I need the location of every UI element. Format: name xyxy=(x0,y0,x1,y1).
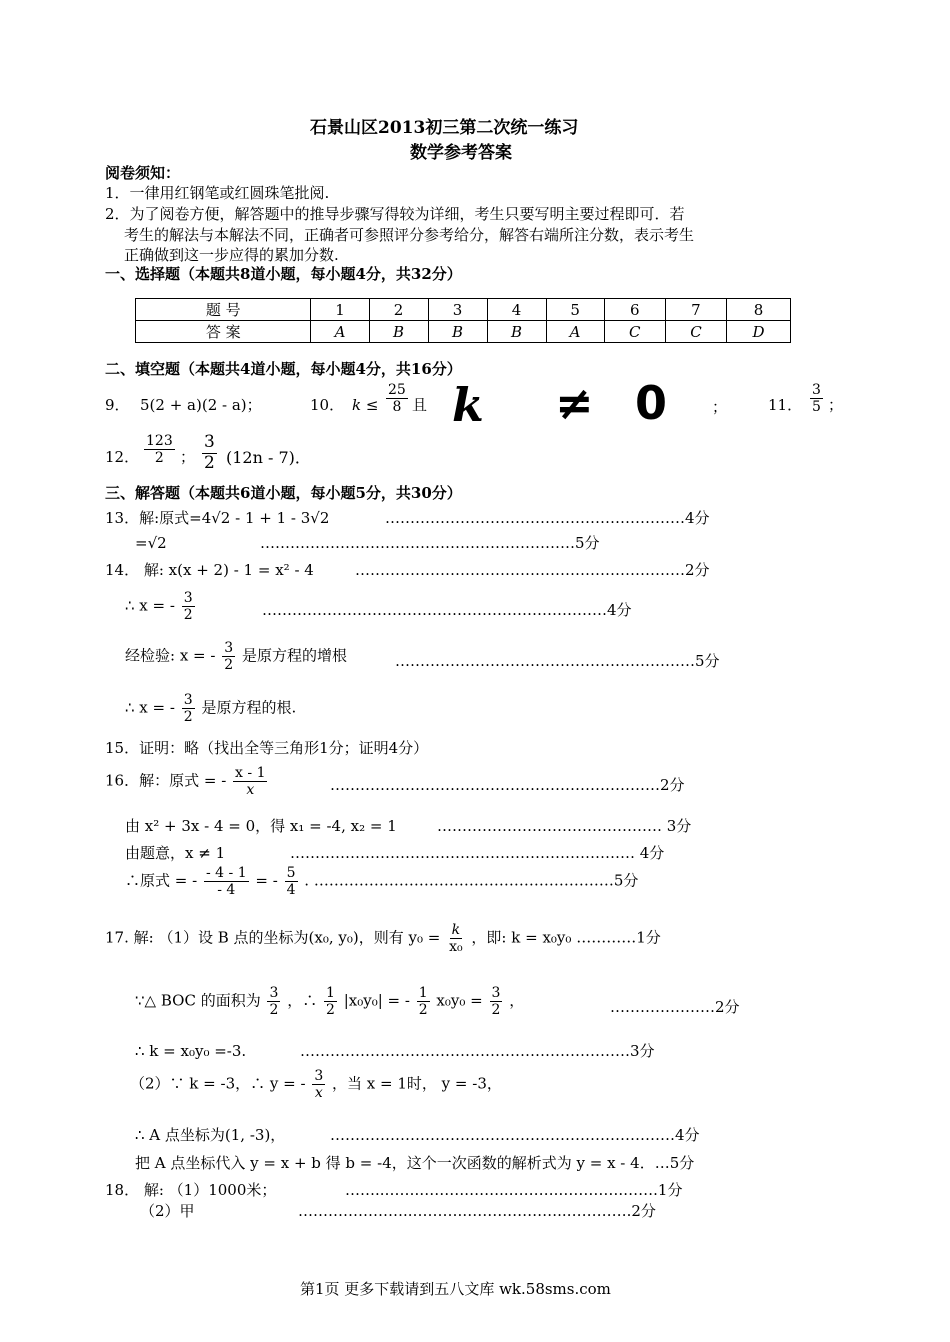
q12-denominator-1: 2 xyxy=(154,450,164,467)
notice-item-1: 1．一律用红钢笔或红圆珠笔批阅. xyxy=(105,184,330,202)
q14-l2-numerator: 3 xyxy=(183,590,193,606)
table-cell: B xyxy=(369,321,428,343)
q14-l2-prefix: ∴ x = - xyxy=(125,596,175,615)
table-cell: 1 xyxy=(311,299,369,321)
page-title: 石景山区2013初三第二次统一练习 xyxy=(310,118,579,138)
table-cell: C xyxy=(604,321,665,343)
q17-line-1 xyxy=(105,922,661,955)
q17-score-1: …………1分 xyxy=(576,928,661,947)
table-cell: 8 xyxy=(727,299,791,321)
q13-score-2: ………………………………………………………5分 xyxy=(260,534,600,552)
q16-numerator: x - 1 xyxy=(235,765,266,781)
q10-k: k ≤ xyxy=(352,396,379,414)
q17-score-2: …………………2分 xyxy=(610,998,740,1016)
q16-denominator: x xyxy=(246,782,255,799)
q14-score-3: ……………………………………………………5分 xyxy=(395,652,720,670)
table-cell: 7 xyxy=(665,299,726,321)
row-header-number: 题 号 xyxy=(136,299,311,321)
q14-line-2 xyxy=(125,590,197,623)
q17-l1-suffix: ，即: k = x₀y₀ xyxy=(471,928,572,947)
q10-fraction xyxy=(384,382,410,415)
q17-l2-denominator-4: 2 xyxy=(491,1002,501,1019)
q11-fraction xyxy=(808,382,825,415)
row-header-answer: 答 案 xyxy=(136,321,311,343)
table-cell: B xyxy=(487,321,546,343)
q17-l2-denominator-3: 2 xyxy=(418,1002,428,1019)
q17-l2-end: ， xyxy=(509,991,525,1010)
q16-l4-mid: = - xyxy=(255,871,278,890)
q17-l4-suffix: ，当 x = 1时， y = -3， xyxy=(332,1074,502,1093)
notice-item-2-cont2: 正确做到这一步应得的累加分数. xyxy=(124,246,339,264)
q17-l2-numerator-1: 3 xyxy=(269,985,279,1001)
q14-l4-prefix: ∴ x = - xyxy=(125,698,175,717)
table-row xyxy=(136,299,791,321)
q17-l1-denominator: x₀ xyxy=(449,939,463,956)
q14-l4-denominator: 2 xyxy=(183,709,193,726)
q16-score-4: . ……………………………………………………5分 xyxy=(304,871,639,890)
section1-heading: 一、选择题（本题共8道小题，每小题4分，共32分） xyxy=(105,265,462,283)
q18-line-2: （2）甲 xyxy=(140,1202,195,1220)
q17-line-5: ∴ A 点坐标为(1, -3)， xyxy=(135,1126,286,1144)
q12-separator: ； xyxy=(180,448,196,466)
q14-line-1: 14． 解: x(x + 2) - 1 = x² - 4 xyxy=(105,561,314,579)
table-cell: 4 xyxy=(487,299,546,321)
q17-l2-mid2: |x₀y₀| = - xyxy=(343,991,410,1010)
notice-item-2: 2．为了阅卷方便，解答题中的推导步骤写得较为详细，考生只要写明主要过程即可．若 xyxy=(105,205,685,223)
q10-semicolon: ； xyxy=(712,398,728,416)
q14-score-1: …………………………………………………………2分 xyxy=(355,561,710,579)
q18-score-1: ……..…….……….……..……….………….…….1分 xyxy=(345,1181,683,1199)
q14-l4-suffix: 是原方程的根. xyxy=(201,698,297,717)
q17-l1-prefix: 17. 解: （1）设 B 点的坐标为(x₀, y₀)，则有 y₀ = xyxy=(105,928,441,947)
q12-fraction-1 xyxy=(142,433,177,466)
table-cell: A xyxy=(546,321,604,343)
q13-line-1: 13．解:原式=4√2 - 1 + 1 - 3√2 xyxy=(105,509,330,527)
section2-heading: 二、填空题（本题共4道小题，每小题4分，共16分） xyxy=(105,360,462,378)
q10-numerator: 25 xyxy=(388,382,406,398)
q10-denominator: 8 xyxy=(392,399,402,416)
q10-big-neq: ≠ xyxy=(555,376,594,430)
table-cell: 2 xyxy=(369,299,428,321)
q17-line-6: 把 A 点坐标代入 y = x + b 得 b = -4，这个一次函数的解析式为 y = x - 4．…5分 xyxy=(135,1154,695,1172)
q12-label: 12． xyxy=(105,448,140,466)
table-cell: A xyxy=(311,321,369,343)
notice-heading: 阅卷须知： xyxy=(105,164,181,182)
q13-score-1: ……………………………………………………4分 xyxy=(385,509,710,527)
q10-and: 且 xyxy=(412,396,428,414)
q17-l2-numerator-2: 1 xyxy=(325,985,335,1001)
q16-score-3: …………………………………………………………… 4分 xyxy=(290,844,665,862)
section3-heading: 三、解答题（本题共6道小题，每小题5分，共30分） xyxy=(105,484,462,502)
q14-l3-suffix: 是原方程的增根 xyxy=(241,646,347,665)
q17-l2-numerator-4: 3 xyxy=(491,985,501,1001)
q13-line-2: =√2 xyxy=(135,534,167,552)
q12-tail: (12n - 7)． xyxy=(226,448,311,467)
q16-line-2: 由 x² + 3x - 4 = 0，得 x₁ = -4, x₂ = 1 xyxy=(125,817,397,835)
q11-label: 11． xyxy=(768,396,803,414)
q17-l1-numerator: k xyxy=(451,922,461,938)
q10-label: 10． xyxy=(310,396,345,414)
q16-line-3: 由题意，x ≠ 1 xyxy=(125,844,226,862)
q17-l4-prefix: （2）∵ k = -3，∴ y = - xyxy=(130,1074,306,1093)
table-cell: 6 xyxy=(604,299,665,321)
q17-l2-denominator-2: 2 xyxy=(325,1002,335,1019)
page-footer: 第1页 更多下载请到五八文库 wk.58sms.com xyxy=(300,1280,611,1298)
table-cell: 5 xyxy=(546,299,604,321)
table-cell: C xyxy=(665,321,726,343)
answer-table xyxy=(135,298,791,343)
q17-l2-mid: ，∴ xyxy=(287,991,318,1010)
table-cell: 3 xyxy=(428,299,487,321)
q18-score-2: …………………..……….……….………..………….2分 xyxy=(298,1202,656,1220)
q16-score-2: ……………………………………… 3分 xyxy=(437,817,692,835)
q9-label: 9． xyxy=(105,396,130,414)
q16-prefix: 16．解：原式 = - xyxy=(105,771,227,790)
q9-answer: 5(2 + a)(2 - a)； xyxy=(140,396,262,414)
q10-big-zero: 0 xyxy=(635,376,668,430)
q17-score-3: …………………………………………………………3分 xyxy=(300,1042,655,1060)
q17-l4-denominator: x xyxy=(314,1085,323,1102)
q16-l4-denominator-2: 4 xyxy=(286,882,296,899)
q14-score-2: ……………………………………………………………4分 xyxy=(262,601,632,619)
q17-l2-mid3: x₀y₀ = xyxy=(436,991,483,1010)
notice-item-2-cont: 考生的解法与本解法不同，正确者可参照评分参考给分，解答右端所注分数，表示考生 xyxy=(124,226,695,244)
q16-line-1 xyxy=(105,765,269,798)
table-cell: D xyxy=(727,321,791,343)
q11-semicolon: ； xyxy=(828,396,844,414)
q16-l4-prefix: ∴原式 = - xyxy=(125,871,198,890)
q16-score-1: …………………………………………………………2分 xyxy=(330,776,685,794)
q16-l4-numerator-2: 5 xyxy=(286,865,296,881)
q17-l4-numerator: 3 xyxy=(314,1068,324,1084)
table-cell: B xyxy=(428,321,487,343)
q10-big-k: k xyxy=(452,378,484,432)
page-subtitle: 数学参考答案 xyxy=(410,143,512,163)
q14-l3-prefix: 经检验: x = - xyxy=(125,646,216,665)
q17-l2-prefix: ∵△ BOC 的面积为 xyxy=(135,991,261,1010)
q16-l4-denominator: - 4 xyxy=(217,882,236,899)
q16-line-4 xyxy=(125,865,638,898)
q17-score-5: ……………………………………………………………4分 xyxy=(330,1126,700,1144)
q18-line-1: 18． 解: （1）1000米； xyxy=(105,1181,277,1199)
q14-l3-numerator: 3 xyxy=(224,640,234,656)
table-row xyxy=(136,321,791,343)
q12-numerator-2: 3 xyxy=(204,432,215,452)
q17-line-3: ∴ k = x₀y₀ =-3. xyxy=(135,1042,247,1060)
q14-l3-denominator: 2 xyxy=(224,657,234,674)
q14-line-3 xyxy=(125,640,347,673)
q16-l4-numerator: - 4 - 1 xyxy=(205,865,247,881)
q14-line-4 xyxy=(125,692,296,725)
q14-l4-numerator: 3 xyxy=(183,692,193,708)
q17-l2-numerator-3: 1 xyxy=(418,985,428,1001)
q11-denominator: 5 xyxy=(812,399,821,416)
q12-denominator-2: 2 xyxy=(204,452,215,473)
q15: 15．证明：略（找出全等三角形1分；证明4分） xyxy=(105,739,429,757)
q11-numerator: 3 xyxy=(812,382,821,398)
q17-line-2 xyxy=(135,985,524,1018)
q12-fraction-2 xyxy=(200,433,219,473)
q17-l2-denominator-1: 2 xyxy=(269,1002,279,1019)
q17-line-4 xyxy=(130,1068,502,1101)
q14-l2-denominator: 2 xyxy=(183,607,193,624)
q12-numerator-1: 123 xyxy=(146,433,173,449)
